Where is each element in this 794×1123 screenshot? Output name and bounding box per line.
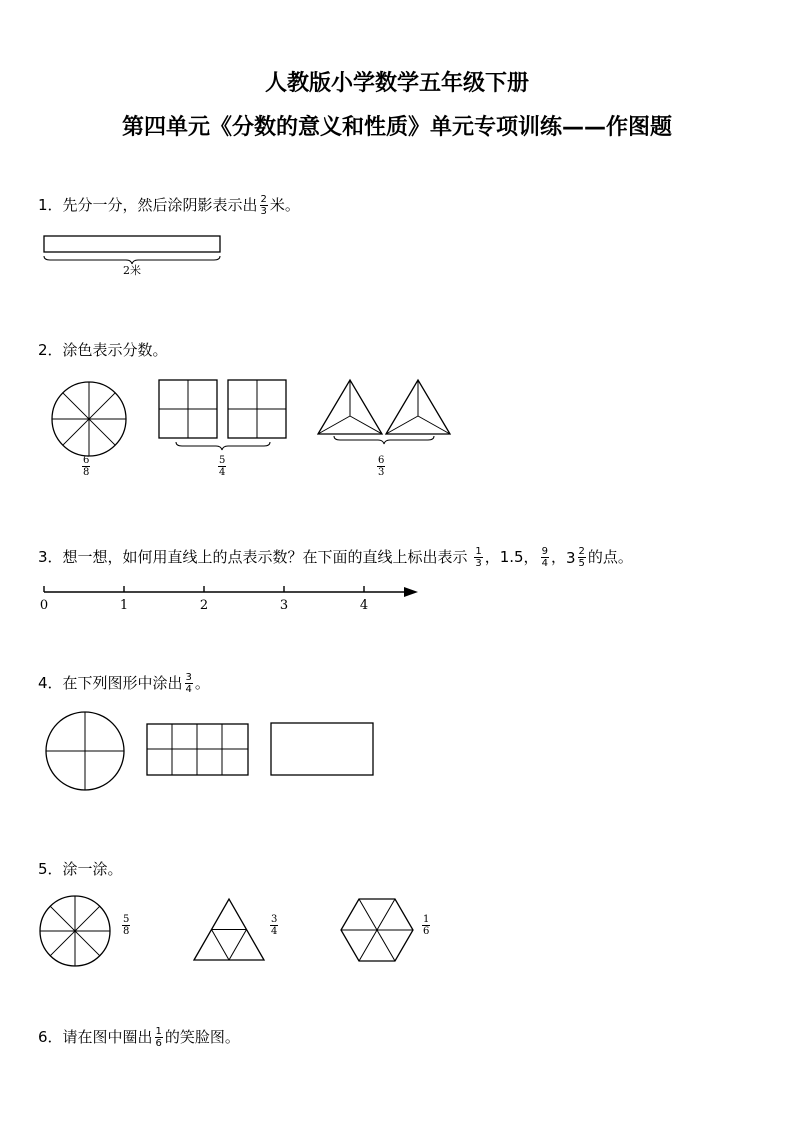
number-line-tick-label: 3 — [279, 598, 289, 613]
question-4-rectangle-figure[interactable] — [270, 722, 376, 778]
question-6-fraction: $\frac{1}{6}$ — [155, 1026, 162, 1049]
number-line-tick-label: 4 — [359, 598, 369, 613]
question-5-fraction-2: $\frac{3}{4}$ — [271, 914, 278, 937]
question-2-squares-fraction: $\frac{5}{4}$ — [219, 455, 226, 478]
question-5-triangle-figure[interactable] — [192, 896, 268, 964]
number-line-tick-label: 2 — [199, 598, 209, 613]
question-1-fraction: $\frac{2}{3}$ — [260, 194, 267, 217]
question-4: 4．在下列图形中涂出 $\frac{3}{4}$ 。 — [38, 672, 210, 695]
number-line-tick-label: 1 — [119, 598, 129, 613]
question-2-squares-figure[interactable] — [158, 379, 288, 453]
question-3-fraction-2: $\frac{9}{4}$ — [541, 546, 548, 569]
question-2-circle-fraction: $\frac{6}{8}$ — [83, 455, 90, 478]
bar-brace — [44, 256, 220, 264]
question-1-bar-figure[interactable] — [40, 232, 230, 282]
question-3-number-line[interactable] — [36, 580, 426, 616]
number-line-tick-label: 0 — [39, 598, 49, 613]
question-2-triangles-fraction: $\frac{6}{3}$ — [378, 455, 385, 478]
question-1: 1．先分一分，然后涂阴影表示出 $\frac{2}{3}$ 米。 — [38, 194, 300, 217]
question-4-fraction: $\frac{3}{4}$ — [185, 672, 192, 695]
question-5-hexagon-figure[interactable] — [340, 897, 416, 965]
question-2: 2．涂色表示分数。 — [38, 341, 168, 359]
question-3: 3．想一想，如何用直线上的点表示数？在下面的直线上标出表示 $\frac{1}{3}$ ，1.5， $\frac{9}{4}$ ， 3 $\frac{2}{5}$ 的点。 — [38, 546, 633, 569]
bar-rectangle — [44, 236, 220, 252]
question-2-circle-figure[interactable] — [50, 380, 130, 460]
question-5-circle-figure[interactable] — [38, 894, 114, 970]
question-5: 5．涂一涂。 — [38, 860, 123, 878]
question-2-triangles-figure[interactable] — [316, 378, 456, 452]
question-5-fraction-3: $\frac{1}{6}$ — [423, 914, 430, 937]
question-3-fraction-1: $\frac{1}{3}$ — [475, 546, 482, 569]
question-6: 6．请在图中圈出 $\frac{1}{6}$ 的笑脸图。 — [38, 1026, 240, 1049]
document-subtitle: 第四单元《分数的意义和性质》单元专项训练——作图题 — [121, 115, 672, 140]
question-5-fraction-1: $\frac{5}{8}$ — [123, 914, 130, 937]
document-title: 人教版小学数学五年级下册 — [264, 71, 529, 96]
question-3-mixed-number: 3 $\frac{2}{5}$ — [565, 546, 585, 569]
question-4-grid-figure[interactable] — [146, 723, 250, 777]
bar-length-label: 2米 — [123, 264, 141, 277]
question-4-circle-figure[interactable] — [44, 710, 128, 794]
question-1-text: 1．先分一分，然后涂阴影表示出 — [38, 196, 258, 214]
